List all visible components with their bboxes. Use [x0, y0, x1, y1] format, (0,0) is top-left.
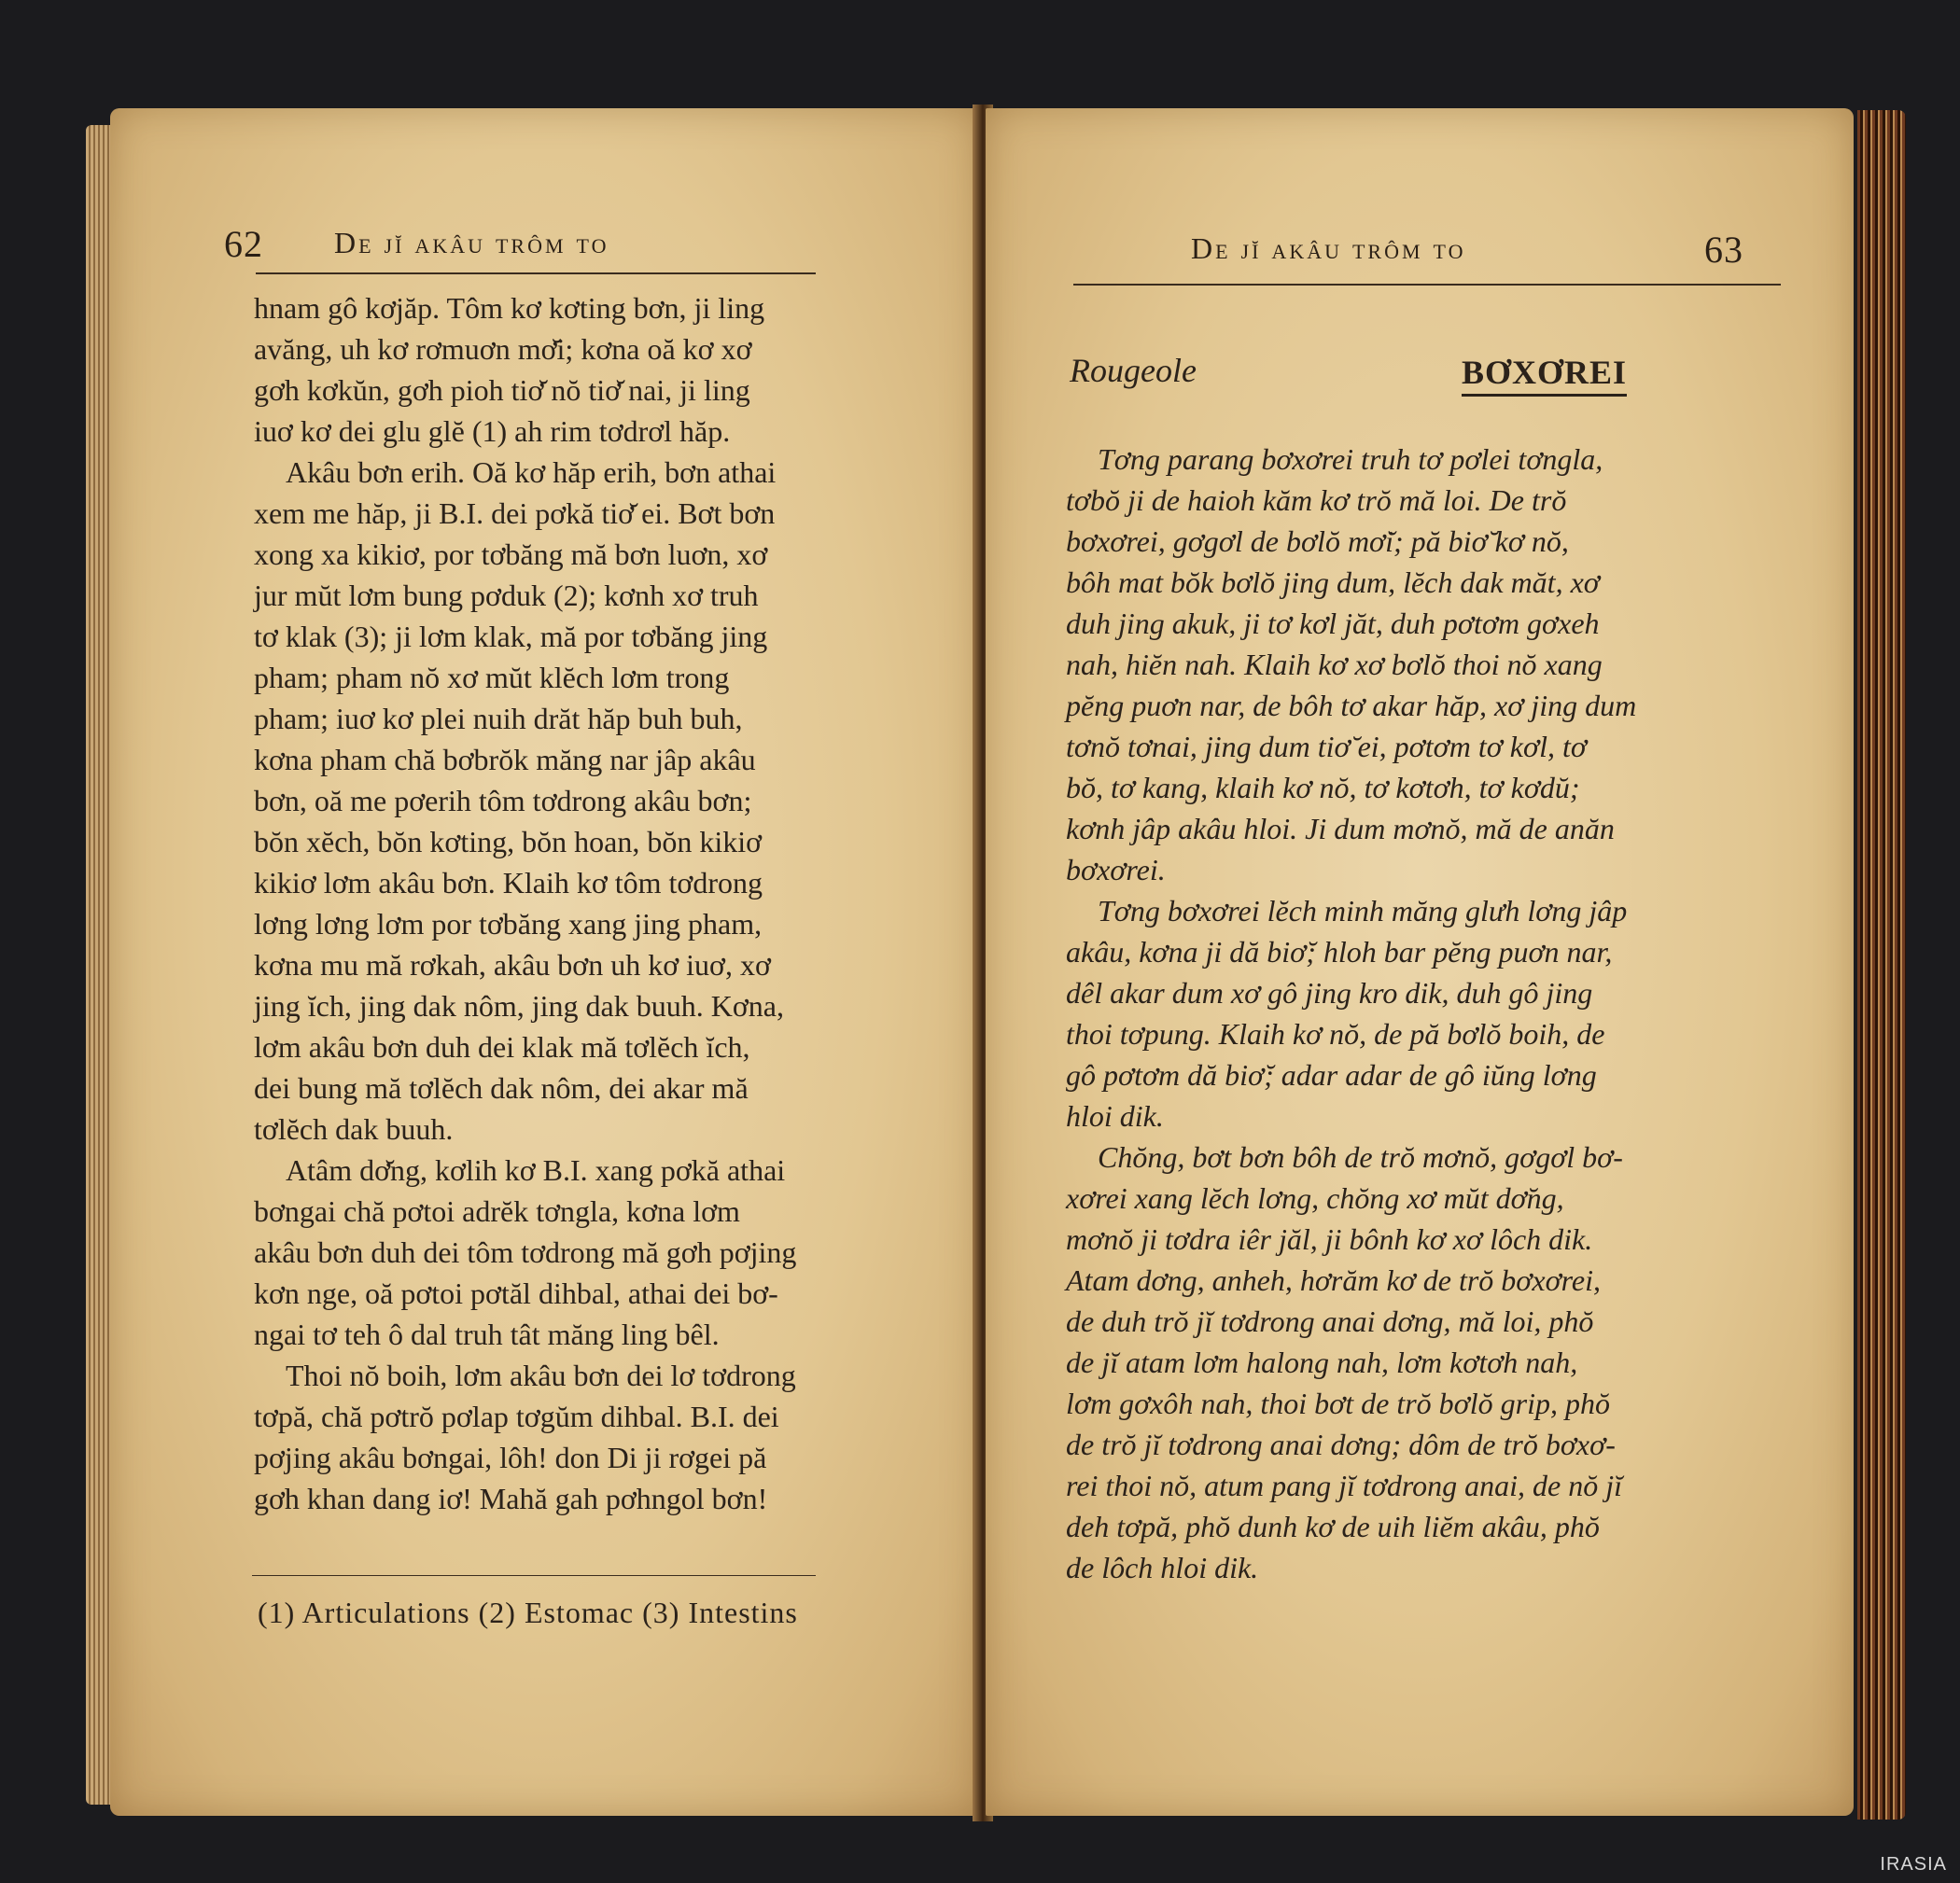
text-line: rei thoi nŏ, atum pang jĭ tơdrong anai, de nŏ jĭ	[1066, 1469, 1623, 1502]
text-line: hloi dik.	[1066, 1099, 1164, 1133]
text-line: bŏ, tơ kang, klaih kơ nŏ, tơ kơtơh, tơ kơdŭ;	[1066, 771, 1580, 804]
right-header-rule	[1073, 284, 1781, 286]
text-line: tơ klak (3); ji lơm klak, mă por tơbăng jing	[254, 620, 768, 653]
right-page-number: 63	[1704, 229, 1743, 271]
left-body-text	[254, 287, 829, 1519]
text-line: gô pơtơm dă biơ̆; adar adar de gô iŭng lơng	[1066, 1058, 1597, 1092]
text-line: bơxơrei.	[1066, 853, 1166, 886]
text-line: tơlĕch dak buuh.	[254, 1112, 454, 1146]
text-line: tơpă, chă pơtrŏ pơlap tơgŭm dihbal. B.I. dei	[254, 1400, 779, 1433]
text-line: gơh khan dang iơ! Mahă gah pơhngol bơn!	[254, 1482, 768, 1515]
text-line: dêl akar dum xơ gô jing kro dik, duh gô jing	[1066, 976, 1593, 1010]
open-book	[86, 105, 1906, 1831]
paragraph	[1066, 890, 1775, 1137]
text-line: lơng lơng lơm por tơbăng xang jing pham,	[254, 907, 763, 941]
left-page	[110, 108, 980, 1816]
text-line: duh jing akuk, ji tơ kơl jăt, duh pơtơm gơxeh	[1066, 607, 1600, 640]
watermark: IRASIA	[1880, 1854, 1947, 1875]
text-line: dei bung mă tơlĕch dak nôm, dei akar mă	[254, 1071, 749, 1105]
text-line: pham; iuơ kơ plei nuih drăt hăp buh buh,	[254, 702, 743, 735]
text-line: bơngai chă pơtoi adrĕk tơngla, kơna lơm	[254, 1194, 740, 1228]
text-line: Tơng bơxơrei lĕch minh măng glưh lơng jâp	[1098, 894, 1628, 928]
left-header-rule	[256, 272, 816, 274]
text-line: nah, hiĕn nah. Klaih kơ xơ bơlŏ thoi nŏ xang	[1066, 648, 1603, 681]
text-line: xem me hăp, ji B.I. dei pơkă tiơ̆ ei. Bơt bơn	[254, 496, 776, 530]
text-line: xong xa kikiơ, por tơbăng mă bơn luơn, xơ	[254, 537, 768, 571]
text-line: bơxơrei, gơgơl de bơlŏ mơ̆i; pă biơ̆ kơ nŏ,	[1066, 524, 1569, 558]
text-line: bôh mat bŏk bơlŏ jing dum, lĕch dak măt, xơ	[1066, 565, 1600, 599]
text-line: Thoi nŏ boih, lơm akâu bơn dei lơ tơdrong	[286, 1359, 796, 1392]
native-title: BƠXƠREI	[1462, 353, 1627, 397]
footnotes: (1) Articulations (2) Estomac (3) Intestins	[258, 1596, 798, 1629]
right-running-head: De jĭ akâu trôm to	[1191, 231, 1466, 265]
text-line: pham; pham nŏ xơ mŭt klĕch lơm trong	[254, 661, 730, 694]
text-line: de trŏ jĭ tơdrong anai dơng; dôm de trŏ bơxơ-	[1066, 1428, 1616, 1461]
text-line: kikiơ lơm akâu bơn. Klaih kơ tôm tơdrong	[254, 866, 763, 900]
text-line: tơbŏ ji de haioh kăm kơ trŏ mă loi. De trŏ	[1066, 483, 1567, 517]
text-line: gơh kơkŭn, gơh pioh tiơ̆ nŏ tiơ̆ nai, ji ling	[254, 373, 750, 407]
footnote-rule	[252, 1575, 816, 1576]
text-line: lơm gơxôh nah, thoi bơt de trŏ bơlŏ grip, phŏ	[1066, 1387, 1610, 1420]
paragraph	[254, 452, 829, 1150]
text-line: xơrei xang lĕch lơng, chŏng xơ mŭt dơ̆ng,	[1066, 1181, 1564, 1215]
paragraph	[254, 1150, 829, 1355]
right-page-edges	[1857, 110, 1906, 1820]
text-line: kơn nge, oă pơtoi pơtăl dihbal, athai dei bơ-	[254, 1276, 778, 1310]
text-line: kơna pham chă bơbrŏk măng nar jâp akâu	[254, 743, 756, 776]
text-line: iuơ kơ dei glu glĕ (1) ah rim tơdrơl hăp.	[254, 414, 731, 448]
text-line: hnam gô kơjăp. Tôm kơ kơting bơn, ji ling	[254, 291, 765, 325]
text-line: pĕng puơn nar, de bôh tơ akar hăp, xơ jing dum	[1066, 689, 1637, 722]
text-line: kơna mu mă rơkah, akâu bơn uh kơ iuơ, xơ	[254, 948, 771, 982]
text-line: Chŏng, bơt bơn bôh de trŏ mơnŏ, gơgơl bơ-	[1098, 1140, 1623, 1174]
text-line: Akâu bơn erih. Oă kơ hăp erih, bơn athai	[286, 455, 777, 489]
text-line: jing ĭch, jing dak nôm, jing dak buuh. Kơna,	[254, 989, 784, 1023]
text-line: bŏn xĕch, bŏn kơting, bŏn hoan, bŏn kikiơ	[254, 825, 763, 858]
paragraph	[254, 1355, 829, 1519]
text-line: tơnŏ tơnai, jing dum tiơ̆ ei, pơtơm tơ kơl, tơ	[1066, 730, 1587, 763]
paragraph	[1066, 439, 1775, 890]
text-line: thoi tơpung. Klaih kơ nŏ, de pă bơlŏ boih, de	[1066, 1017, 1605, 1051]
text-line: Atâm dơ̆ng, kơlih kơ B.I. xang pơkă athai	[286, 1153, 786, 1187]
text-line: Tơng parang bơxơrei truh tơ pơlei tơngla,	[1098, 442, 1603, 476]
text-line: avăng, uh kơ rơmuơn mơ̆i; kơna oă kơ xơ	[254, 332, 752, 366]
right-page	[986, 108, 1854, 1816]
text-line: lơm akâu bơn duh dei klak mă tơlĕch ĭch,	[254, 1030, 750, 1064]
text-line: akâu, kơna ji dă biơ̆; hloh bar pĕng puơn nar,	[1066, 935, 1613, 969]
text-line: mơnŏ ji tơdra iêr jăl, ji bônh kơ xơ lôch dik.	[1066, 1222, 1593, 1256]
text-line: pơjing akâu bơngai, lôh! don Di ji rơgei pă	[254, 1441, 767, 1474]
text-line: kơnh jâp akâu hloi. Ji dum mơnŏ, mă de anăn	[1066, 812, 1615, 845]
text-line: Atam dơng, anheh, hơrăm kơ de trŏ bơxơrei,	[1066, 1263, 1602, 1297]
paragraph	[254, 287, 829, 452]
text-line: de jĭ atam lơm halong nah, lơm kơtơh nah,	[1066, 1346, 1578, 1379]
text-line: ngai tơ teh ô dal truh tât măng ling bêl.	[254, 1318, 720, 1351]
paragraph	[1066, 1137, 1775, 1588]
text-line: akâu bơn duh dei tôm tơdrong mă gơh pơjing	[254, 1235, 797, 1269]
left-running-head: De jĭ akâu trôm to	[334, 226, 609, 259]
right-body-text	[1066, 439, 1775, 1588]
text-line: bơn, oă me pơerih tôm tơdrong akâu bơn;	[254, 784, 752, 817]
text-line: jur mŭt lơm bung pơduk (2); kơnh xơ truh	[254, 579, 759, 612]
text-line: de duh trŏ jĭ tơdrong anai dơng, mă loi, phŏ	[1066, 1304, 1594, 1338]
left-page-number: 62	[224, 223, 263, 265]
text-line: deh tơpă, phŏ dunh kơ de uih liĕm akâu, phŏ	[1066, 1510, 1600, 1543]
french-title: Rougeole	[1070, 352, 1197, 389]
text-line: de lôch hloi dik.	[1066, 1551, 1259, 1584]
